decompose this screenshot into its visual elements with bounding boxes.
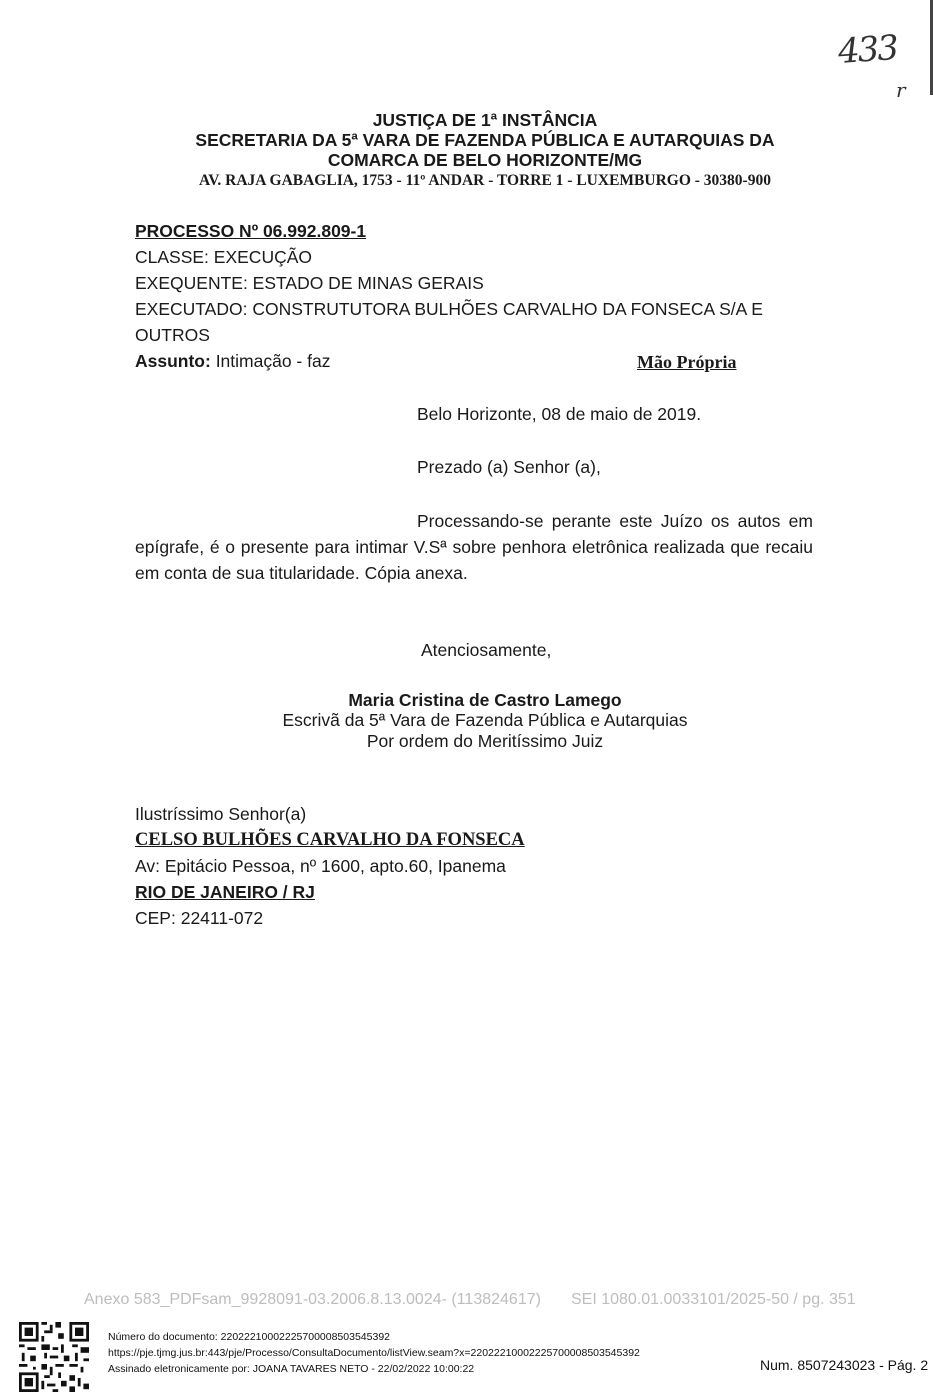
process-classe: CLASSE: EXECUÇÃO — [135, 247, 312, 267]
header-line-2: SECRETARIA DA 5ª VARA DE FAZENDA PÚBLICA E AUTARQUIAS DA — [195, 130, 775, 150]
footer-doc-number: Número do documento: 22022210002225700008503545392 — [108, 1331, 390, 1343]
recipient-street: Av: Epitácio Pessoa, nº 1600, apto.60, Ipanema — [135, 856, 506, 876]
recipient-name: CELSO BULHÕES CARVALHO DA FONSECA — [135, 830, 525, 850]
process-executado-line-2: OUTROS — [135, 325, 210, 345]
signature-name: Maria Cristina de Castro Lamego — [348, 690, 622, 710]
stamp-right: SEI 1080.01.0033101/2025-50 / pg. 351 — [571, 1291, 856, 1308]
handwritten-page-number: 433 — [836, 27, 899, 73]
recipient-title: Ilustríssimo Senhor(a) — [135, 804, 307, 824]
header-line-3: COMARCA DE BELO HORIZONTE/MG — [327, 150, 643, 170]
signature-role: Escrivã da 5ª Vara de Fazenda Pública e Autarquias — [282, 710, 688, 730]
footer-url[interactable]: https://pje.tjmg.jus.br:443/pje/Processo/ConsultaDocumento/listView.seam?x=22022210002225700008503545392 — [108, 1347, 640, 1359]
handwritten-mark: r — [896, 78, 906, 102]
header-address: AV. RAJA GABAGLIA, 1753 - 11º ANDAR - TORRE 1 - LUXEMBURGO - 30380-900 — [199, 172, 771, 189]
assunto-value: Intimação - faz — [210, 351, 331, 371]
letter-salutation: Prezado (a) Senhor (a), — [417, 457, 601, 477]
letter-body — [135, 508, 813, 586]
footer-signed: Assinado eletronicamente por: JOANA TAVARES NETO - 22/02/2022 10:00:22 — [108, 1363, 475, 1375]
process-assunto — [135, 348, 330, 374]
process-executado-line-1: EXECUTADO: CONSTRUTUTORA BULHÕES CARVALHO DA FONSECA S/A E — [135, 299, 763, 319]
qr-code-icon — [19, 1322, 89, 1392]
stamp-left: Anexo 583_PDFsam_9928091-03.2006.8.13.0024- (113824617) — [84, 1291, 541, 1308]
process-number: PROCESSO Nº 06.992.809-1 — [135, 221, 367, 241]
process-exequente: EXEQUENTE: ESTADO DE MINAS GERAIS — [135, 273, 484, 293]
assunto-label: Assunto: — [135, 351, 211, 371]
delivery-mode: Mão Própria — [637, 352, 737, 372]
signature-order: Por ordem do Meritíssimo Juiz — [366, 731, 604, 751]
letter-closing: Atenciosamente, — [421, 640, 552, 660]
header-line-1: JUSTIÇA DE 1ª INSTÂNCIA — [372, 110, 598, 130]
recipient-cep: CEP: 22411-072 — [135, 908, 264, 928]
recipient-city: RIO DE JANEIRO / RJ — [135, 882, 315, 902]
letter-body-text: Processando-se perante este Juízo os autos em epígrafe, é o presente para intimar V.Sª sobre penhora eletrônica realizada que recaiu em conta de sua titularidade. Cópia anexa. — [135, 511, 813, 583]
letter-date: Belo Horizonte, 08 de maio de 2019. — [417, 404, 702, 424]
footer-page-number: Num. 8507243023 - Pág. 2 — [760, 1357, 929, 1373]
